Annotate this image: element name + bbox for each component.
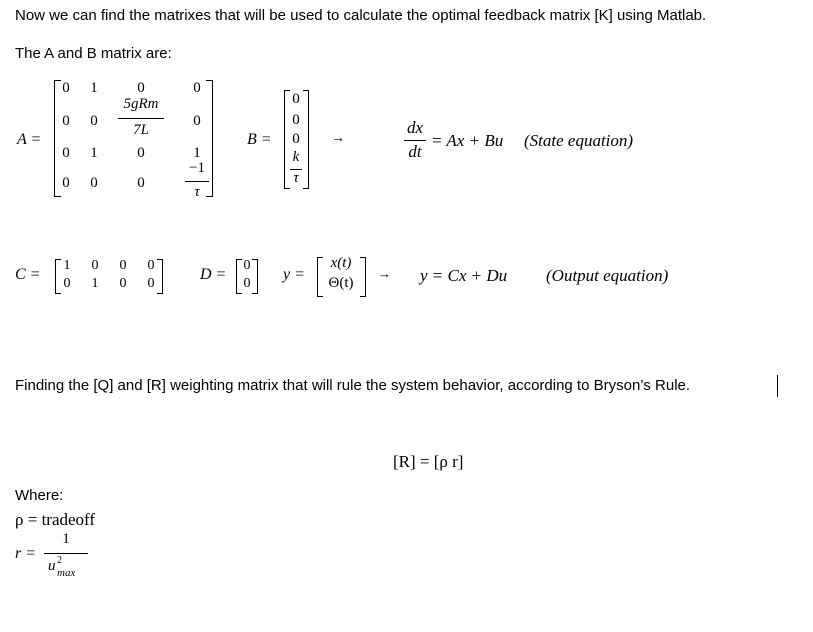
vector-y-cell: x(t) <box>330 255 352 271</box>
r-frac-den-sup: 2 <box>57 555 62 566</box>
matrix-c-cell: 0 <box>91 258 99 273</box>
matrix-c-cell: 0 <box>147 258 155 273</box>
matrix-c-label: C = <box>15 266 41 283</box>
state-equation-rhs: = Ax + Bu <box>431 131 504 150</box>
matrix-a-cell: 0 <box>137 145 145 161</box>
intro-text: Now we can find the matrixes that will be used to calculate the optimal feedback matrix [K] using Matlab. <box>15 7 707 24</box>
matrix-a-cell: 1 <box>193 145 201 161</box>
matrix-d-right-bracket <box>252 259 258 294</box>
weighting-text: Finding the [Q] and [R] weighting matrix that will rule the system behavior, according to Bryson’s Rule. <box>15 377 691 394</box>
matrix-c-cell: 1 <box>63 258 71 273</box>
matrix-a-cell: 0 <box>90 175 98 191</box>
arrow-right-icon: → <box>378 266 391 281</box>
r-frac-line <box>44 553 88 554</box>
matrix-a-cell: 0 <box>62 80 70 96</box>
matrix-a-cell: 0 <box>62 145 70 161</box>
matrix-c-cell: 0 <box>147 276 155 291</box>
matrix-b-cell: 0 <box>292 91 300 107</box>
matrix-b-label: B = <box>247 131 272 148</box>
output-equation: y = Cx + Du <box>420 266 508 285</box>
matrix-a-cell: 0 <box>193 113 201 129</box>
matrix-c-cell: 0 <box>63 276 71 291</box>
arrow-right-icon: → <box>331 131 345 146</box>
matrix-a-frac-den: τ <box>194 184 200 200</box>
r-matrix-equation: [R] = [ρ r] <box>393 452 464 471</box>
matrix-d-label: D = <box>200 266 227 283</box>
matrix-a-label: A = <box>17 131 42 148</box>
matrix-b-cell: 0 <box>292 112 300 128</box>
matrix-b-cell: 0 <box>292 131 300 147</box>
matrix-a-right-bracket <box>206 80 213 197</box>
matrix-a-frac-num: 5gRm <box>123 96 159 112</box>
ab-heading: The A and B matrix are: <box>15 45 172 62</box>
matrix-b-frac-den: τ <box>293 170 299 186</box>
where-label: Where: <box>15 487 64 504</box>
vector-y-cell: Θ(t) <box>328 275 354 291</box>
matrix-a-cell: 1 <box>90 145 98 161</box>
matrix-b-frac-num: k <box>292 149 300 165</box>
matrix-a-frac-line <box>185 181 209 182</box>
state-frac-den: dt <box>408 142 422 161</box>
matrix-b-right-bracket <box>303 90 309 189</box>
matrix-a-cell: 0 <box>137 175 145 191</box>
state-equation-note: (State equation) <box>524 131 634 150</box>
vector-y-label: y = <box>283 266 305 283</box>
matrix-d-cell: 0 <box>243 258 251 273</box>
matrix-a-frac-num: −1 <box>189 160 205 176</box>
state-frac-num: dx <box>406 118 424 137</box>
matrix-a-cell: 1 <box>90 80 98 96</box>
vector-y-left-bracket <box>317 257 323 297</box>
matrix-b-left-bracket <box>284 90 290 189</box>
r-definition-lhs: r = <box>15 545 37 562</box>
state-frac-line <box>404 140 426 141</box>
matrix-a-cell: 0 <box>62 113 70 129</box>
rho-definition: ρ = tradeoff <box>15 510 96 529</box>
matrix-a-cell: 0 <box>193 80 201 96</box>
r-frac-den-sub: max <box>57 567 76 579</box>
r-frac-num: 1 <box>62 531 70 547</box>
matrix-c-cell: 0 <box>119 276 127 291</box>
matrix-a-frac-den: 7L <box>133 122 149 138</box>
text-cursor[interactable] <box>777 375 778 397</box>
matrix-a-cell: 0 <box>90 113 98 129</box>
matrix-d-left-bracket <box>236 259 242 294</box>
matrix-d-cell: 0 <box>243 276 251 291</box>
matrix-a-cell: 0 <box>137 80 145 96</box>
matrix-a-cell: 0 <box>62 175 70 191</box>
matrix-c-cell: 0 <box>119 258 127 273</box>
matrix-c-cell: 1 <box>91 276 99 291</box>
r-frac-den-base: u <box>48 558 56 574</box>
vector-y-right-bracket <box>360 257 366 297</box>
matrix-a-left-bracket <box>54 80 61 197</box>
matrix-a-frac-line <box>118 118 164 119</box>
matrix-c-right-bracket <box>157 259 163 294</box>
matrix-c-left-bracket <box>55 259 61 294</box>
output-equation-note: (Output equation) <box>546 266 669 285</box>
